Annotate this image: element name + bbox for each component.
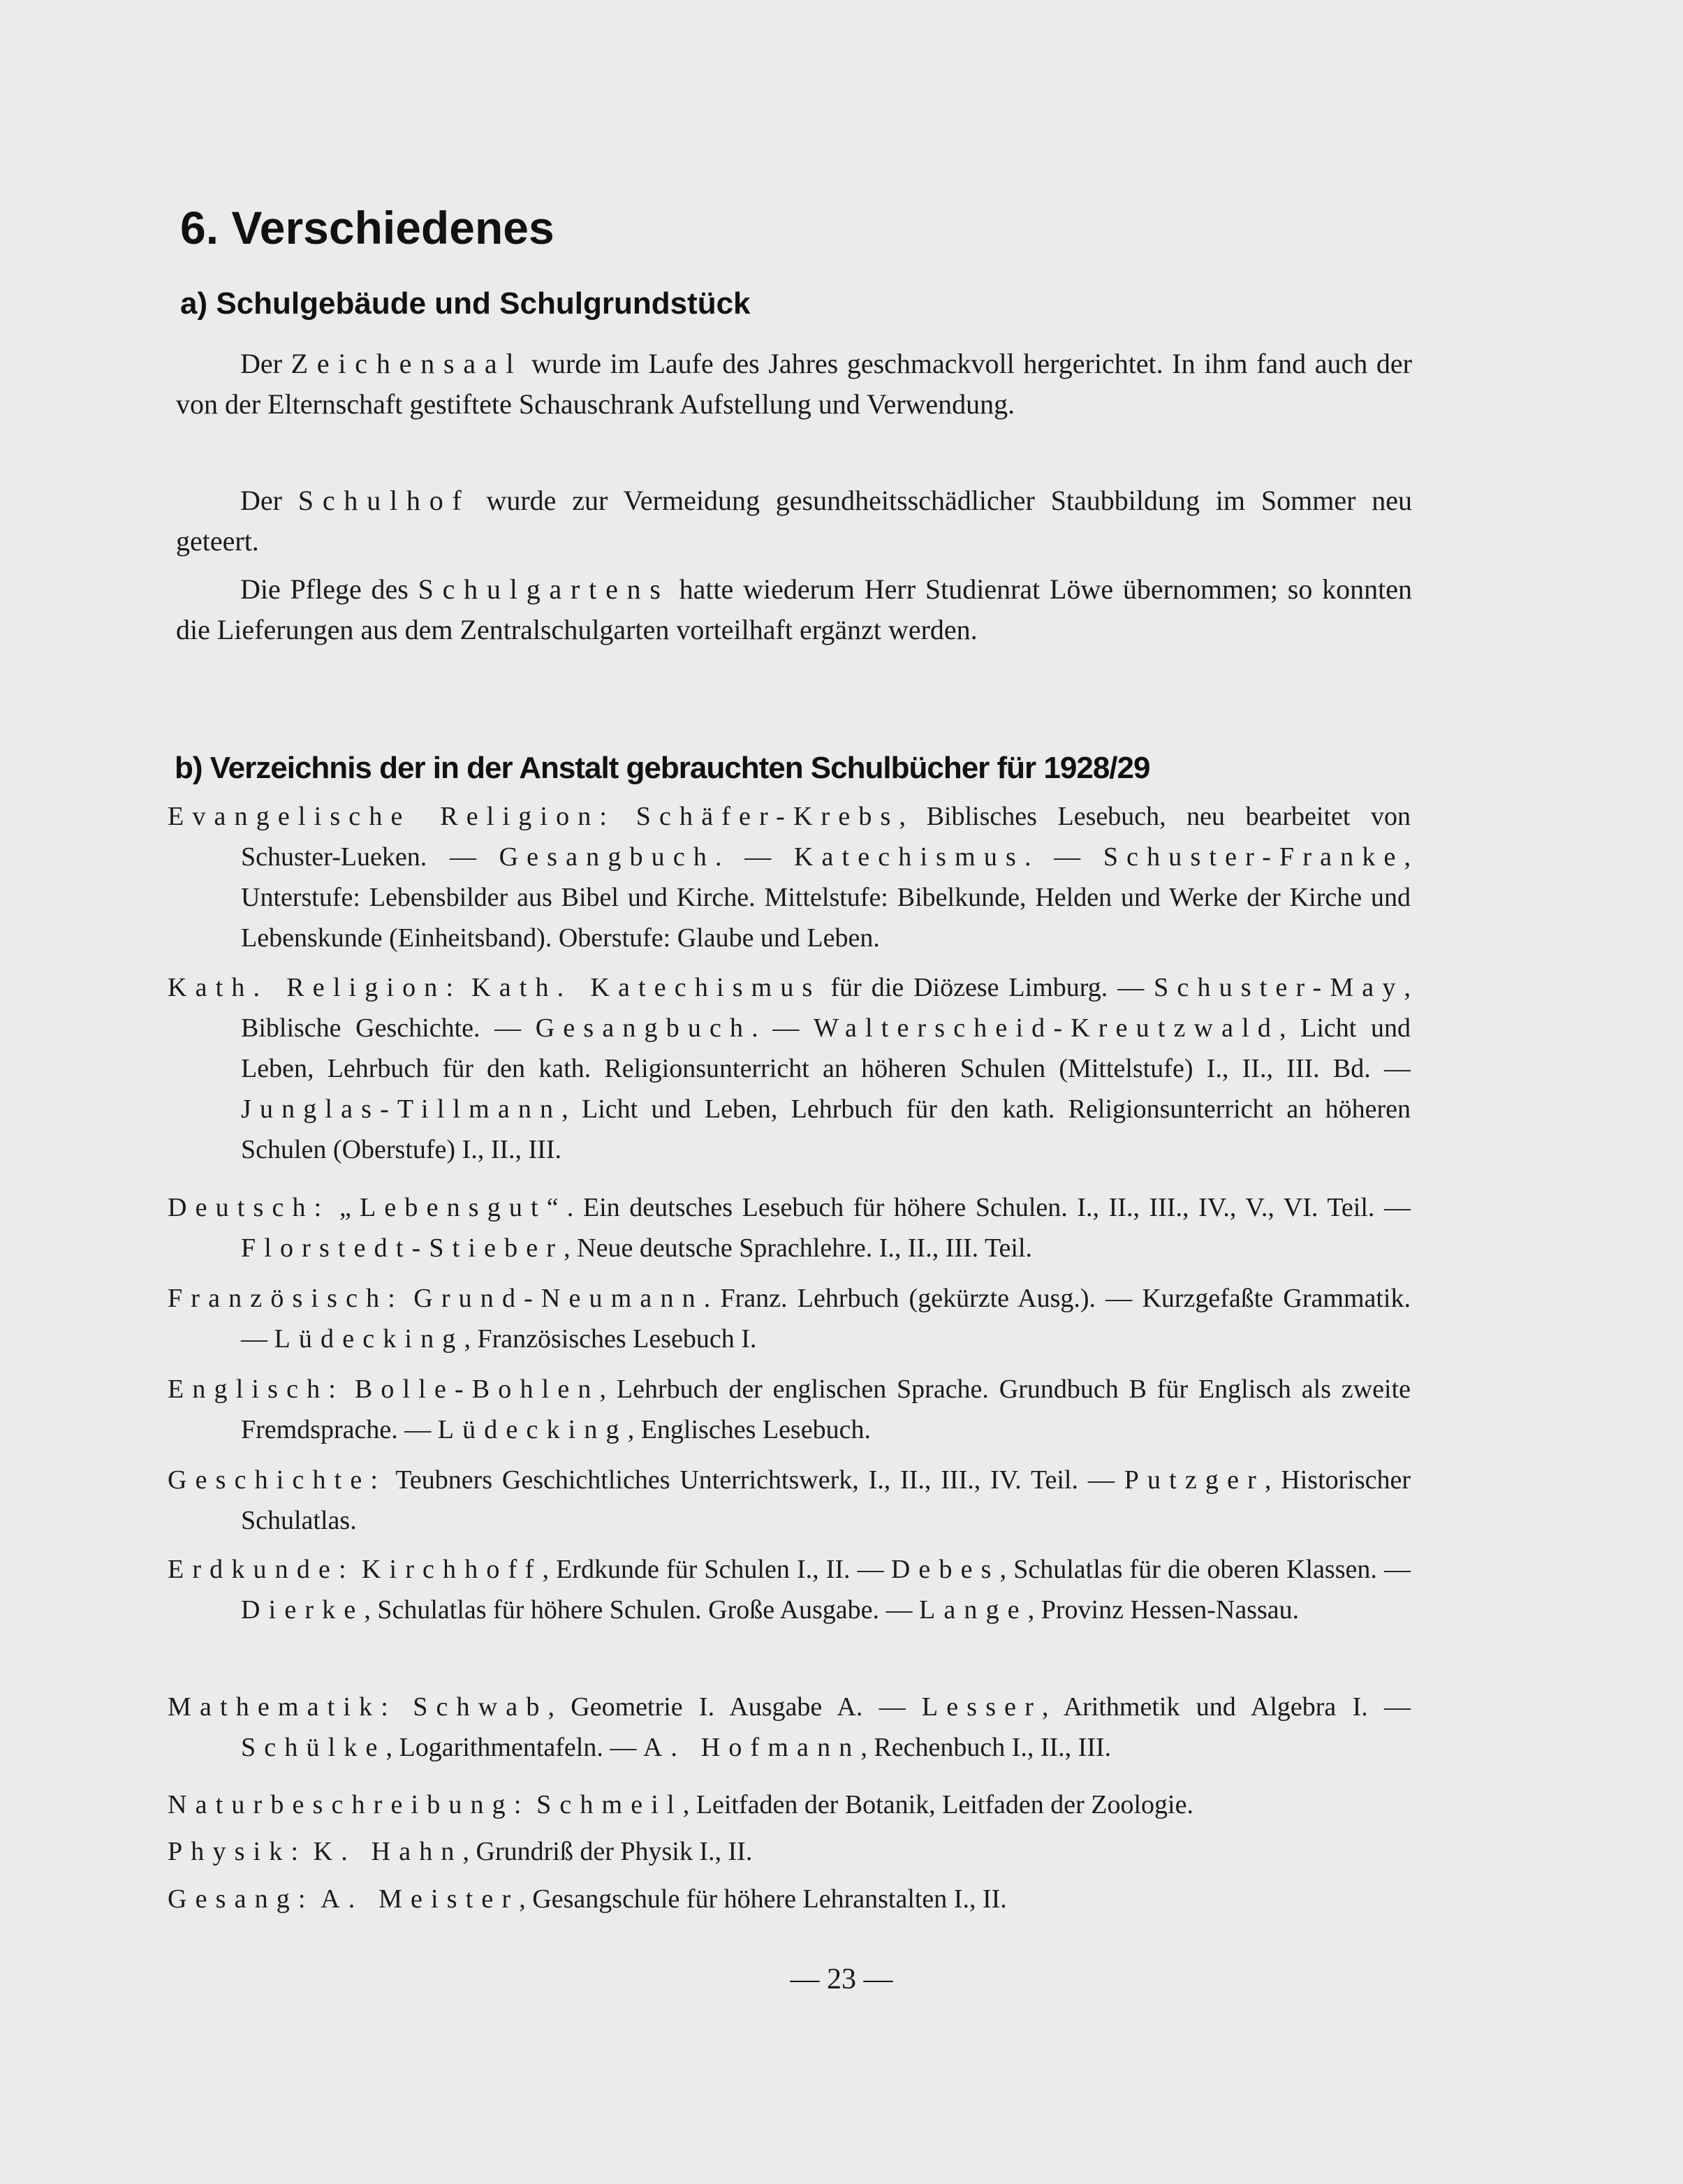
entry-naturbeschreibung — [168, 1784, 1411, 1825]
entry-erdkunde — [168, 1549, 1411, 1630]
text-segment: Teubners Geschichtliches Unterrichtswerk, I., II., III., IV. Teil. — — [386, 1465, 1124, 1495]
emphasized-name: Schmeil — [536, 1790, 683, 1819]
text-segment: Der — [240, 485, 298, 516]
emphasized-name: Kath. Katechismus — [471, 973, 821, 1002]
entry-geschichte — [168, 1460, 1411, 1541]
emphasized-name: Gesangbuch — [499, 842, 716, 872]
text-segment: hatte wiederum Herr Studienrat Löwe übernommen; so konnten die Lieferungen aus dem Zentralschulgarten vorteilhaft ergänzt werden. — [176, 573, 1413, 645]
emphasized-name: Schäfer-Krebs — [635, 802, 899, 831]
text-segment: . — — [715, 842, 794, 872]
text-segment — [330, 1193, 339, 1222]
emphasized-name: A. Hofmann — [642, 1733, 861, 1762]
emphasized-name: Walterscheid-Kreutzwald — [814, 1013, 1280, 1043]
emphasized-name: Junglas-Tillmann — [241, 1094, 562, 1124]
emphasized-name: Mathematik: — [168, 1692, 397, 1722]
entry-physik — [168, 1831, 1411, 1872]
emphasized-name: Katechismus — [793, 842, 1024, 872]
emphasized-name: Grund-Neumann — [413, 1284, 704, 1313]
text-segment: , Provinz Hessen-Nassau. — [1027, 1595, 1300, 1625]
text-segment: Der — [240, 348, 291, 379]
text-segment — [344, 1375, 355, 1404]
entry-deutsch — [168, 1187, 1411, 1268]
emphasized-name: Debes — [890, 1555, 1000, 1584]
text-segment: , Biblische Geschichte. — — [241, 973, 1411, 1043]
emphasized-name: Schulgartens — [418, 573, 670, 605]
text-segment: , Biblisches Lesebuch, neu bearbeitet von Schuster-Lueken. — — [241, 802, 1411, 872]
entry-englisch — [168, 1369, 1411, 1450]
emphasized-name: Naturbeschreibung: — [168, 1790, 530, 1819]
entry-franzoesisch — [168, 1278, 1411, 1359]
emphasized-name: Französisch: — [168, 1284, 404, 1313]
entry-kath-religion — [168, 967, 1411, 1170]
text-segment: , Schulatlas für höhere Schulen. Große Ausgabe. — — [364, 1595, 920, 1625]
text-segment — [355, 1555, 362, 1584]
text-segment — [314, 1884, 321, 1914]
text-segment: wurde zur Vermeidung gesundheitsschädlicher Staubbildung im Sommer neu geteert. — [176, 485, 1412, 557]
paragraph-schulhof — [176, 481, 1412, 562]
entry-gesang — [168, 1879, 1411, 1919]
section-title: 6. Verschiedenes — [180, 202, 554, 254]
text-segment: , Schulatlas für die oberen Klassen. — — [999, 1555, 1411, 1584]
text-segment — [404, 1284, 413, 1313]
text-segment: , Leitfaden der Botanik, Leitfaden der Zoologie. — [682, 1790, 1193, 1819]
emphasized-name: Lüdecking — [437, 1415, 628, 1444]
emphasized-name: Gesang: — [168, 1884, 314, 1914]
entry-mathematik — [168, 1687, 1411, 1768]
emphasized-name: Erdkunde: — [168, 1555, 355, 1584]
text-segment: , Rechenbuch I., II., III. — [860, 1733, 1112, 1762]
text-segment: , Licht und Leben, Lehrbuch für den kath. Religionsunterricht an höheren Schulen (Oberstufe) I., II., III. — [241, 1094, 1411, 1164]
text-segment: , Neue deutsche Sprachlehre. I., II., III. Teil. — [564, 1233, 1033, 1263]
text-segment: , Erdkunde für Schulen I., II. — — [542, 1555, 891, 1584]
text-segment — [307, 1837, 314, 1866]
emphasized-name: Schuster-Franke — [1103, 842, 1404, 872]
paragraph-zeichensaal — [176, 344, 1412, 425]
text-segment: . — — [751, 1013, 814, 1043]
text-segment: , Französisches Lesebuch I. — [464, 1324, 757, 1354]
emphasized-name: Lesser — [921, 1692, 1043, 1722]
emphasized-name: Physik: — [168, 1837, 307, 1866]
emphasized-name: K. Hahn — [313, 1837, 463, 1866]
emphasized-name: Schuster-May — [1154, 973, 1404, 1002]
text-segment — [462, 973, 471, 1002]
emphasized-name: Lange — [919, 1595, 1028, 1625]
emphasized-name: Schülke — [241, 1733, 386, 1762]
text-segment: , Englisches Lesebuch. — [627, 1415, 871, 1444]
emphasized-name: Gesangbuch — [535, 1013, 752, 1043]
text-segment: . — — [1024, 842, 1103, 872]
text-segment: , Arithmetik und Algebra I. — — [1042, 1692, 1411, 1722]
subsection-heading-a: a) Schulgebäude und Schulgrundstück — [180, 286, 751, 321]
page-number: — 23 — — [790, 1963, 893, 1995]
emphasized-name: Zeichensaal — [291, 348, 523, 379]
text-segment: , Lehrbuch der englischen Sprache. Grundbuch B für Englisch als zweite Fremdsprache. — — [241, 1375, 1411, 1444]
emphasized-name: Schulhof — [297, 485, 471, 516]
text-segment: , Grundriß der Physik I., II. — [462, 1837, 753, 1866]
emphasized-name: Kath. Religion: — [168, 973, 462, 1002]
text-segment: , Licht und Leben, Lehrbuch für den kath. Religionsunterricht an höheren Schulen (Mittelstufe) I., II., III. Bd. — — [241, 1013, 1411, 1083]
text-segment — [397, 1692, 413, 1722]
subsection-heading-b: b) Verzeichnis der in der Anstalt gebrauchten Schulbücher für 1928/29 — [175, 751, 1150, 785]
emphasized-name: Dierke — [241, 1595, 365, 1625]
text-segment: wurde im Laufe des Jahres geschmackvoll hergerichtet. In ihm fand auch der von der Elternschaft gestiftete Schauschrank Aufstellung und Verwendung. — [176, 348, 1412, 420]
text-segment: . Ein deutsches Lesebuch für höhere Schulen. I., II., III., IV., V., VI. Teil. — — [566, 1193, 1411, 1222]
emphasized-name: A. Meister — [321, 1884, 520, 1914]
text-segment: , Logarithmentafeln. — — [385, 1733, 643, 1762]
emphasized-name: Schwab — [413, 1692, 548, 1722]
entry-evangelische-religion — [168, 796, 1411, 958]
emphasized-name: Putzger — [1124, 1465, 1265, 1495]
emphasized-name: Florstedt-Stieber — [241, 1233, 564, 1263]
emphasized-name: Evangelische Religion: — [168, 802, 616, 831]
emphasized-name: Bolle-Bohlen — [354, 1375, 600, 1404]
emphasized-name: Kirchhoff — [361, 1555, 543, 1584]
text-segment: , Geometrie I. Ausgabe A. — — [547, 1692, 922, 1722]
text-segment: , Historischer Schulatlas. — [241, 1465, 1411, 1535]
text-segment: , Unterstufe: Lebensbilder aus Bibel und Kirche. Mittelstufe: Bibelkunde, Helden und Werke der Kirche und Lebenskunde (Einheitsband). Oberstufe: Glaube und Leben. — [241, 842, 1411, 953]
emphasized-name: Geschichte: — [168, 1465, 387, 1495]
paragraph-schulgarten — [176, 569, 1412, 650]
emphasized-name: Lüdecking — [274, 1324, 464, 1354]
text-segment: , Gesangschule für höhere Lehranstalten I., II. — [519, 1884, 1007, 1914]
emphasized-name: Englisch: — [168, 1375, 344, 1404]
text-segment — [530, 1790, 537, 1819]
text-segment: für die Diözese Limburg. — — [821, 973, 1154, 1002]
text-segment: Die Pflege des — [240, 573, 418, 605]
emphasized-name: „Lebensgut“ — [339, 1193, 567, 1222]
text-segment — [615, 802, 636, 831]
emphasized-name: Deutsch: — [168, 1193, 330, 1222]
text-segment: . Franz. Lehrbuch (gekürzte Ausg.). — Kurzgefaßte Grammatik. — — [241, 1284, 1411, 1354]
